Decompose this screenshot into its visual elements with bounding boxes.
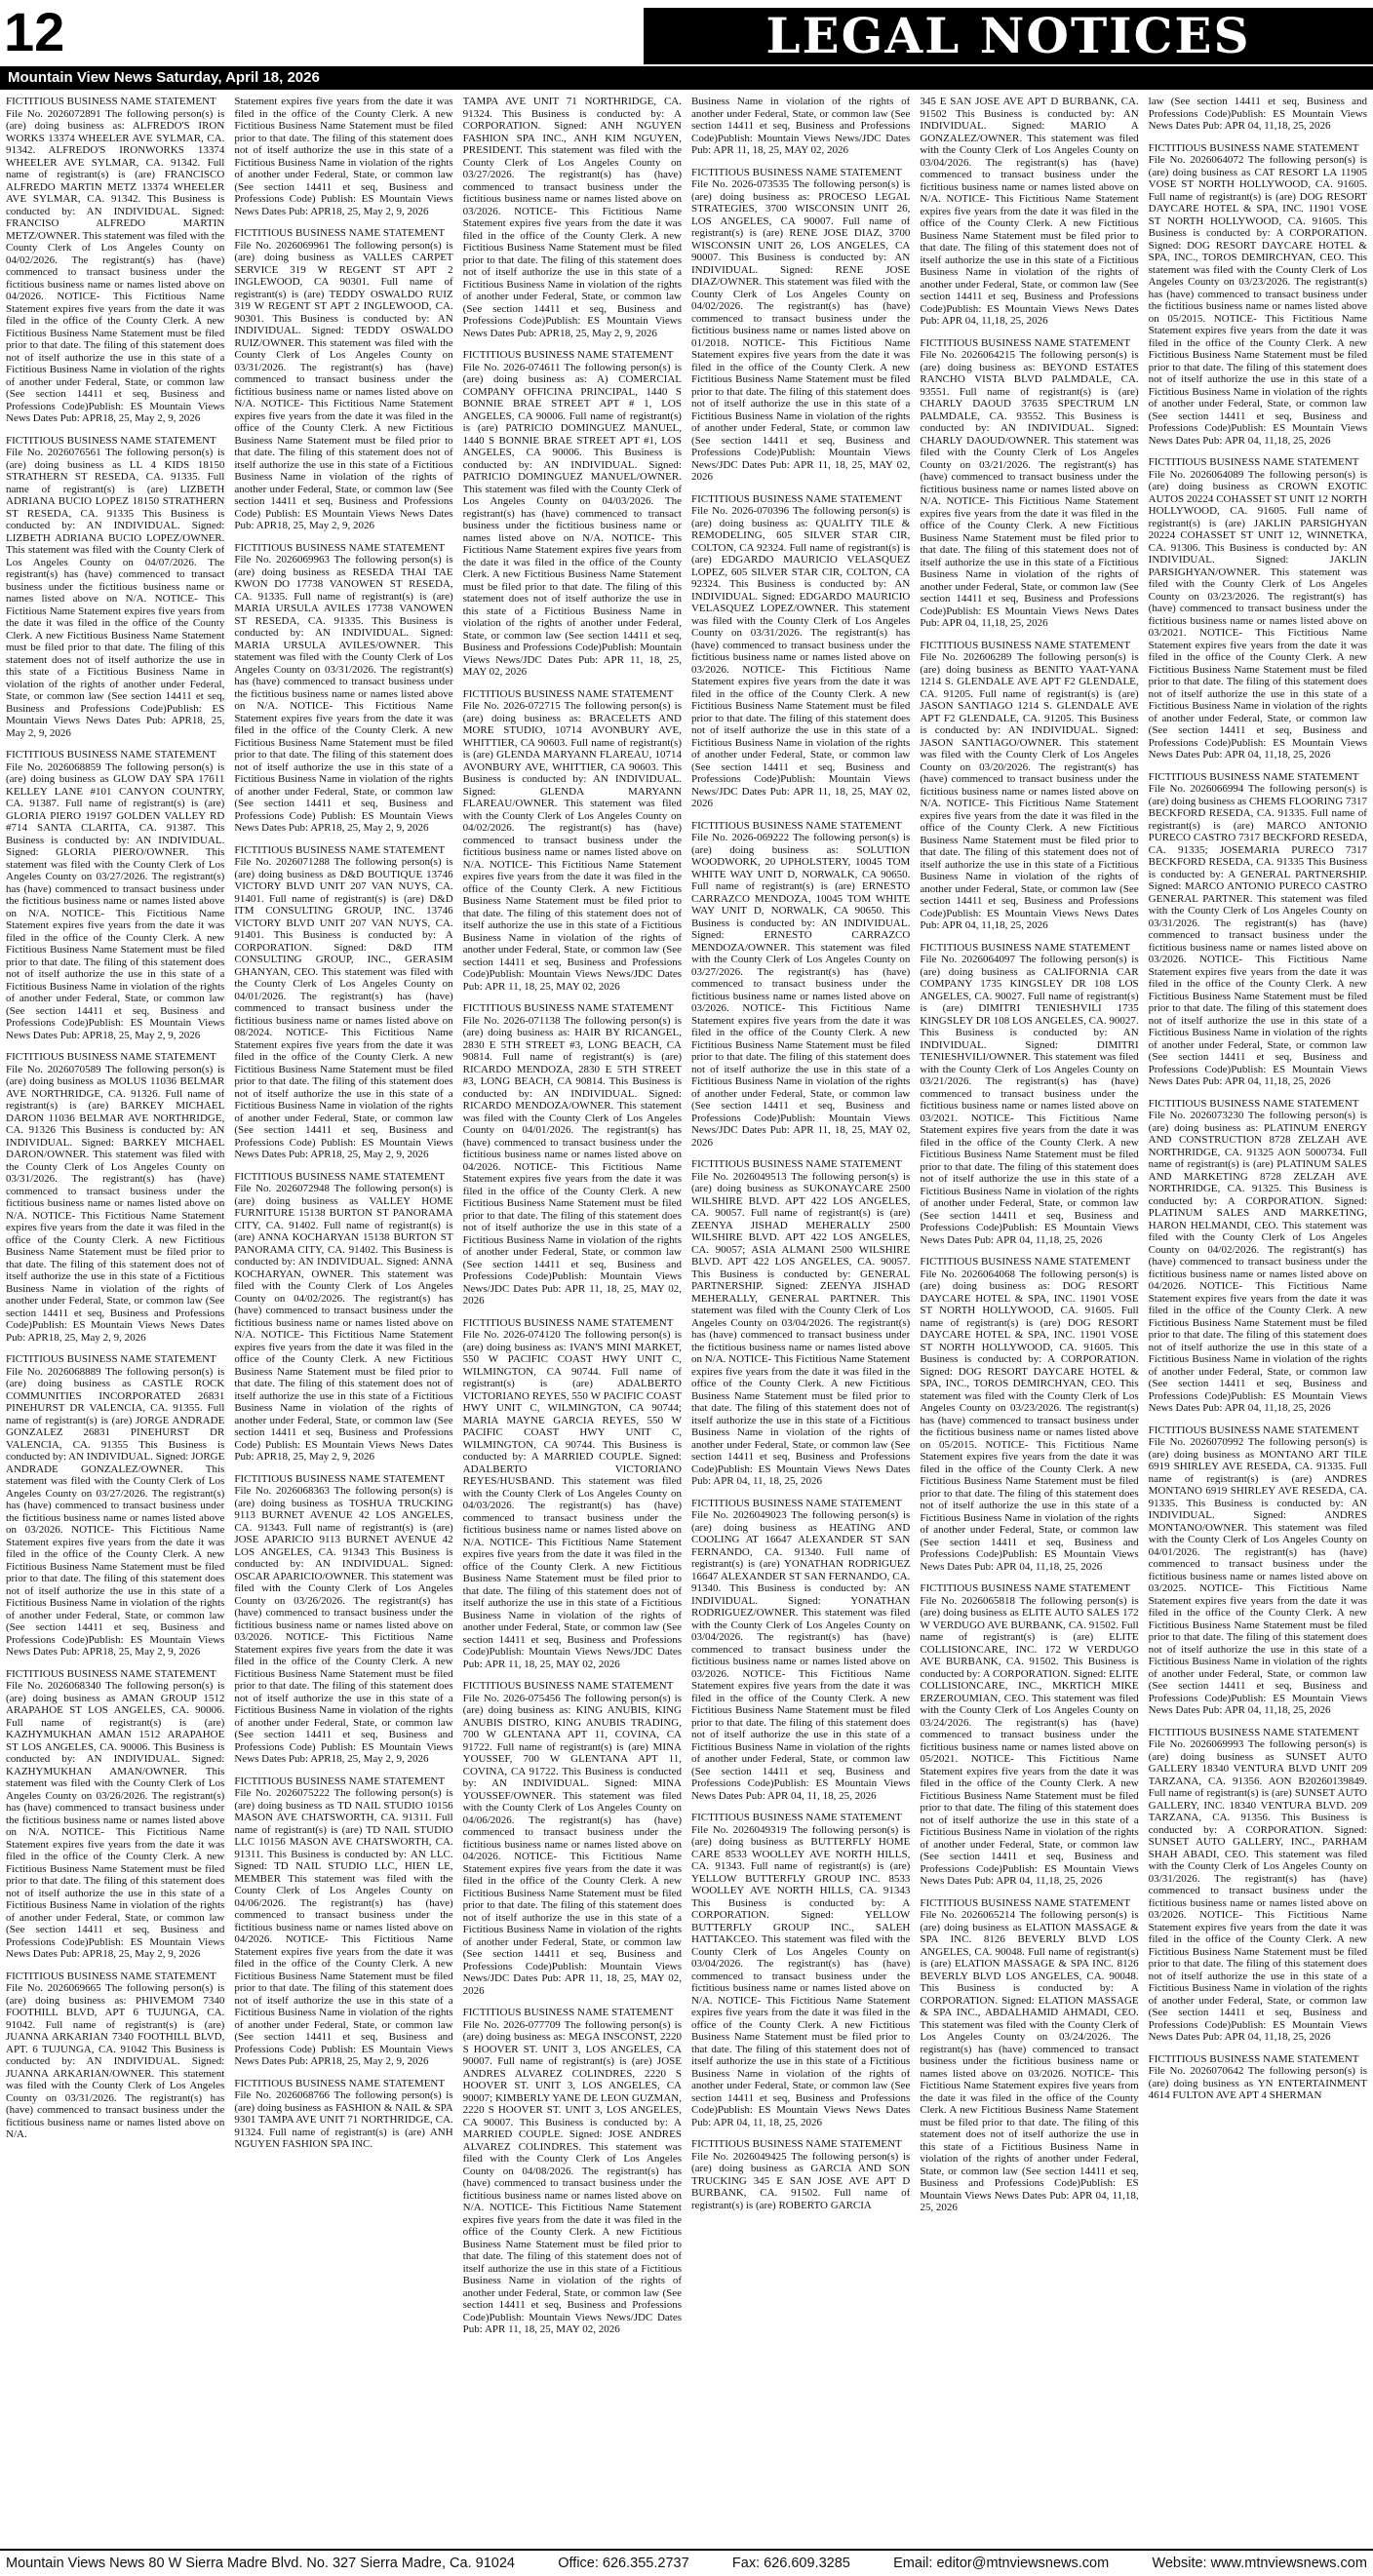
notice-body: File No. 2026073230 The following person(s) is (are) doing business as: PLATINUM ENERGY AND CONSTRUCTION 8728 ZELZAH AVE NORTHRIDGE, CA. 91325 AON 5000734. Full name of registrant(s) is (are) PLATINUM SALES AND MARKETING 8728 ZELZAH AVE NORTHRIDGE, CA. 91325. This Business is conducted by: A CORPORATION. Signed: PLATINUM SALES AND MARKETING, HARON HELMANDI, CEO. This statement was filed with the County Clerk of Los Angeles County on 04/02/2026. The registrant(s) has (have) commenced to transact business under the fictitious business name or names listed above on 04/2026. NOTICE- This Fictitious Name Statement expires five years from the date it was filed in the office of the County Clerk. A new Fictitious Business Name Statement must be filed prior to that date. The filing of this statement does not of itself authorize the use in this state of a Fictitious Business Name in violation of the rights of another under Federal, State, or common law (See section 14411 et seq, Business and Professions Code)Publish: ES Mountain Views News Dates Pub: APR 04, 11,18, 25, 2026: [1148, 1110, 1367, 1414]
legal-notice: [1149, 1425, 1367, 1717]
legal-notice: [6, 96, 224, 425]
notice-heading: FICTITIOUS BUSINESS NAME STATEMENT: [6, 1970, 216, 1982]
notice-heading: FICTITIOUS BUSINESS NAME STATEMENT: [690, 492, 902, 505]
notice-heading: FICTITIOUS BUSINESS NAME STATEMENT: [234, 2077, 446, 2089]
notice-body: File No. 2026-069222 The following person(s) is (are) doing business as: SOLUTION WOODWORK, 20 UPHOLSTERY, 10045 TOM WHITE WAY UNIT D, NORWALK, CA 90650. Full name of registrant(s) is (are) ERNESTO CARRAZCO MENDOZA, 10045 TOM WHITE WAY UNIT D, NORWALK, CA 90650. This Business is conducted by: AN INDIVIDUAL. Signed: ERNESTO CARRAZCO MENDOZA/OWNER. This statement was filed with the County Clerk of Los Angeles County on 03/27/2026. The registrant(s) has (have) commenced to transact business under the fictitious business name or names listed above on 03/2026. NOTICE- This Fictitious Name Statement expires five years from the date it was filed in the office of the County Clerk. A new Fictitious Business Name Statement must be filed prior to that date. The filing of this statement does not of itself authorize the use in this state of a Fictitious Business Name in violation of the rights of another under Federal, State, or common law (See section 14411 et seq, Business and Professions Code)Publish: Mountain Views News/JDC Dates Pub: APR 11, 18, 25, MAY 02, 2026: [690, 832, 911, 1149]
notice-body: File No. 2026064068 The following person(s) is (are) doing business as: DOG RESORT DAYCARE HOTEL & SPA, INC. 11901 VOSE ST NORTH HOLLYWOOD, CA. 91605. Full name of registrant(s) is (are) DOG RESORT DAYCARE HOTEL & SPA, INC. 11901 VOSE ST NORTH HOLLYWOOD, CA. 91605. This Business is conducted by: A CORPORATION. Signed: DOG RESORT DAYCARE HOTEL & SPA, INC., TOROS DEMIRCHYAN, CEO. This statement was filed with the County Clerk of Los Angeles County on 03/23/2026. The registrant(s) has (have) commenced to transact business under the fictitious business name or names listed above on 05/2015. NOTICE- This Fictitious Name Statement expires five years from the date it was filed in the office of the County Clerk. A new Fictitious Business Name Statement must be filed prior to that date. The filing of this statement does not of itself authorize the use in this state of a Fictitious Business Name in violation of the rights of another under Federal, State, or common law (See section 14411 et seq, Business and Professions Code)Publish: ES Mountain Views News Dates Pub: APR 04, 11,18, 25, 2026: [920, 1268, 1139, 1573]
notice-body: File No. 2026049319 The following person(s) is (are) doing business as BUTTERFLY HOME CARE 8533 WOOLLEY AVE NORTH HILLS, CA. 91343. Full name of registrant(s) is (are) YELLOW BUTTERFLY GROUP INC. 8533 WOOLLEY AVE NORTH HILLS, CA. 91343 This Business is conducted by: A CORPORATION. Signed: YELLOW BUTTERFLY GROUP INC., SALEH HATTAKCEO. This statement was filed with the County Clerk of Los Angeles County on 03/04/2026. The registrant(s) has (have) commenced to transact business under the fictitious business name or names listed above on N/A. NOTICE- This Fictitious Name Statement expires five years from the date it was filed in the office of the County Clerk. A new Fictitious Business Name Statement must be filed prior to that date. The filing of this statement does not of itself authorize the use in this state of a Fictitious Business Name in violation of the rights of another under Federal, State, or common law (See section 14411 et seq, Business and Professions Code)Publish: ES Mountain Views News Dates Pub: APR 04, 11, 18, 25, 2026: [690, 1823, 911, 2128]
notice-heading: FICTITIOUS BUSINESS NAME STATEMENT: [462, 687, 674, 700]
legal-notice: [920, 1256, 1138, 1573]
legal-notice: [1149, 1727, 1367, 2044]
notice-body: File No. 2026068889 The following person(s) is (are) doing business as CASTLE ROCK COMMUNITIES INCORPORATED 26831 PINEHURST DR VALENCIA, CA. 91355. Full name of registrant(s) is (are) JORGE ANDRADE GONZALEZ 26831 PINEHURST DR VALENCIA, CA. 91355 This Business is conducted by: AN INDIVIDUAL. Signed: JORGE ANDRADE GONZALEZ/OWNER. This statement was filed with the County Clerk of Los Angeles County on 03/27/2026. The registrant(s) has (have) commenced to transact business under the fictitious business name or names listed above on 03/2026. NOTICE- This Fictitious Name Statement expires five years from the date it was filed in the office of the County Clerk. A new Fictitious Business Name Statement must be filed prior to that date. The filing of this statement does not of itself authorize the use in this state of a Fictitious Business Name in violation of the rights of another under Federal, State, or common law (See section 14411 et seq, Business and Professions Code)Publish: ES Mountain Views News Dates Pub: APR18, 25, May 2, 9, 2026: [6, 1365, 225, 1658]
page-header: [0, 0, 1373, 90]
notice-body: File No. 2026065214 The following person(s) is (are) doing business as ELATION MASSAGE & SPA INC. 8126 BEVERLY BLVD LOS ANGELES, CA. 90048. Full name of registrant(s) is (are) ELATION MASSAGE & SPA INC. 8126 BEVERLY BLVD LOS ANGELES, CA. 90048. This Business is conducted by: A CORPORATION. Signed: ELATION MASSAGE & SPA INC., ABDALHAMID AHMADI, CEO. This statement was filed with the County Clerk of Los Angeles County on 03/24/2026. The registrant(s) has (have) commenced to transact business under the fictitious business name or names listed above on 03/2026. NOTICE- This Fictitious Name Statement expires five years from the date it was filed in the office of the County Clerk. A new Fictitious Business Name Statement must be filed prior to that date. The filing of this statement does not of itself authorize the use in this state of a Fictitious Business Name in violation of the rights of another under Federal, State, or common law (See section 14411 et seq, Business and Professions Code)Publish: ES Mountain Views News Dates Pub: APR 04, 11,18, 25, 2026: [920, 1909, 1139, 2213]
notice-heading: FICTITIOUS BUSINESS NAME STATEMENT: [1148, 1097, 1359, 1110]
notice-body: Statement expires five years from the date it was filed in the office of the County Clerk. A new Fictitious Business Name Statement must be filed prior to that date. The filing of this statement does not of itself authorize the use in this state of a Fictitious Business Name in violation of the rights of another under Federal, State, or common law (See section 14411 et seq, Business and Professions Code) Publish: ES Mountain Views News Dates Pub: APR18, 25, May 2, 9, 2026: [234, 96, 453, 217]
legal-notice: [463, 1317, 682, 1671]
legal-notice: [6, 1051, 224, 1344]
footer-office: Office: 626.355.2737: [558, 2556, 689, 2571]
notice-heading: FICTITIOUS BUSINESS NAME STATEMENT: [462, 1680, 674, 1692]
notice-heading: FICTITIOUS BUSINESS NAME STATEMENT: [462, 1002, 674, 1014]
legal-notice: [920, 337, 1138, 630]
notice-column: [1149, 96, 1367, 2543]
notice-heading: FICTITIOUS BUSINESS NAME STATEMENT: [234, 843, 446, 856]
notice-body: File No. 2026072891 The following person(s) is (are) doing business as: ALFREDO'S IRON WORKS 13374 WHEELER AVE SYLMAR, CA. 91342. ALFREDO'S IRONWORKS 13374 WHEELER AVE SYLMAR, CA. 91342. Full name of registrant(s) is (are) FRANCISCO ALFREDO MARTIN METZ 13374 WHEELER AVE SYLMAR, CA. 91342. This Business is conducted by: AN INDIVIDUAL. Signed: FRANCISO ALFREDO MARTIN METZ/OWNER. This statement was filed with the County Clerk of Los Angeles County on 04/02/2026. The registrant(s) has (have) commenced to transact business under the fictitious business name or names listed above on 04/2026. NOTICE- This Fictitious Name Statement expires five years from the date it was filed in the office of the County Clerk. A new Fictitious Business Name Statement must be filed prior to that date. The filing of this statement does not of itself authorize the use in this state of a Fictitious Business Name in violation of the rights of another under Federal, State, or common law (See section 14411 et seq, Business and Professions Code)Publish: ES Mountain Views News Dates Pub: APR18, 25, May 2, 9, 2026: [6, 107, 225, 424]
legal-notice: [234, 227, 452, 532]
notice-body: File No. 2026-073535 The following person(s) is (are) doing business as: PROCESO LEGAL STRATEGIES, 3700 WISCONSIN UNIT 26, LOS ANGELES, CA 90007. Full name of registrant(s) is (are) RENE JOSE DIAZ, 3700 WISCONSIN UNIT 26, LOS ANGELES, CA 90007. This Business is conducted by: AN INDIVIDUAL. Signed: RENE JOSE DIAZ/OWNER. This statement was filed with the County Clerk of Los Angeles County on 04/02/2026. The registrant(s) has (have) commenced to transact business under the fictitious business name or names listed above on 01/2018. NOTICE- This Fictitious Name Statement expires five years from the date it was filed in the office of the County Clerk. A new Fictitious Business Name Statement must be filed prior to that date. The filing of this statement does not of itself authorize the use in this state of a Fictitious Business Name in violation of the rights of another under Federal, State, or common law (See section 14411 et seq, Business and Professions Code)Publish: Mountain Views News/JDC Dates Pub: APR 11, 18, 25, MAY 02, 2026: [690, 178, 911, 483]
notice-body: File No. 2026068363 The following person(s) is (are) doing business as TOSHUA TRUCKING 9113 BURNET AVENUE 42 LOS ANGELES, CA. 91343. Full name of registrant(s) is (are) JOSE APARICIO 9113 BURNET AVENUE 42 LOS ANGELES, CA. 91343 This Business is conducted by: AN INDIVIDUAL. Signed: OSCAR APARICIO/OWNER. This statement was filed with the County Clerk of Los Angeles County on 03/26/2026. The registrant(s) has (have) commenced to transact business under the fictitious business name or names listed above on 03/2026. NOTICE- This Fictitious Name Statement expires five years from the date it was filed in the office of the County Clerk. A new Fictitious Business Name Statement must be filed prior to that date. The filing of this statement does not of itself authorize the use in this state of a Fictitious Business Name in violation of the rights of another under Federal, State, or common law (See section 14411 et seq, Business and Professions Code) Publish: ES Mountain Views News Dates Pub: APR18, 25, May 2, 9, 2026: [234, 1485, 453, 1765]
notice-heading: FICTITIOUS BUSINESS NAME STATEMENT: [6, 1667, 216, 1680]
legal-notice: [920, 640, 1138, 932]
legal-notice: [234, 1776, 452, 2068]
legal-notice: [463, 1002, 682, 1308]
legal-notice: [463, 688, 682, 994]
notice-column: [691, 96, 910, 2543]
legal-notice: [1149, 2053, 1367, 2102]
legal-notice: [234, 96, 452, 217]
notice-body: File No. 2026049513 The following person(s) is (are) doing business as SUKONAYCARE 2500 WILSHIRE BLVD. APT 422 LOS ANGELES, CA. 90057. Full name of registrant(s) is (are) ZEENYA JISHAD MEHERALLY 2500 WILSHIRE BLVD. APT 422 LOS ANGELES, CA. 90057; ASIA ALMANI 2500 WILSHIRE BLVD. APT 422 LOS ANGELES, CA. 90057. This Business is conducted by: GENERAL PARTNERSHIP. Signed: ZEENYA JISHAD MEHERALLY, GENERAL PARTNER. This statement was filed with the County Clerk of Los Angeles County on 03/04/2026. The registrant(s) has (have) commenced to transact business under the fictitious business name or names listed above on N/A. NOTICE- This Fictitious Name Statement expires five years from the date it was filed in the office of the County Clerk. A new Fictitious Business Name Statement must be filed prior to that date. The filing of this statement does not of itself authorize the use in this state of a Fictitious Business Name in violation of the rights of another under Federal, State, or common law (See section 14411 et seq, Business and Professions Code)Publish: ES Mountain Views News Dates Pub: APR 04, 11, 18, 25, 2026: [690, 1170, 911, 1487]
notice-body: File No. 2026070589 The following person(s) is (are) doing business as MOLUS 11036 BELMAR AVE NORTHRIDGE, CA. 91326. Full name of registrant(s) is (are) BARKEY MICHAEL DARON 11036 BELMAR AVE NORTHRIDGE, CA. 91326 This Business is conducted by: AN INDIVIDUAL. Signed: BARKEY MICHAEL DARON/OWNER. This statement was filed with the County Clerk of Los Angeles County on 03/31/2026. The registrant(s) has (have) commenced to transact business under the fictitious business name or names listed above on N/A. NOTICE- This Fictitious Name Statement expires five years from the date it was filed in the office of the County Clerk. A new Fictitious Business Name Statement must be filed prior to that date. The filing of this statement does not of itself authorize the use in this state of a Fictitious Business Name in violation of the rights of another under Federal, State, or common law (See section 14411 et seq, Business and Professions Code)Publish: ES Mountain Views News Dates Pub: APR18, 25, May 2, 9, 2026: [6, 1063, 225, 1344]
legal-notice: [920, 942, 1138, 1247]
notice-body: File No. 2026069665 The following person(s) is (are) doing business as: PHIVEMOM 7340 FOOTHILL BLVD, APT 6 TUJUNGA, CA. 91042. Full name of registrant(s) is (are) JUANNA ARKARIAN 7340 FOOTHILL BLVD, APT. 6 TUJUNGA, CA. 91042 This Business is conducted by: AN INDIVIDUAL. Signed: JUANNA ARKARIAN/OWNER. This statement was filed with the County Clerk of Los Angeles County on 03/31/2026. The registrant(s) has (have) commenced to transact business under the fictitious business name or names listed above on N/A.: [6, 1982, 225, 2140]
notice-body: File No. 2026064089 The following person(s) is (are) doing business as CROWN EXOTIC AUTOS 20224 COHASSET ST UNIT 12 NORTH HOLLYWOOD, CA. 91605. Full name of registrant(s) is (are) JAKLIN PARSIGHYAN 20224 COHASSET ST UNIT 12, WINNETKA, CA. 91306. This Business is conducted by: AN INDIVIDUAL. Signed: JAKLIN PARSIGHYAN/OWNER. This statement was filed with the County Clerk of Los Angeles County on 03/23/2026. The registrant(s) has (have) commenced to transact business under the fictitious business name or names listed above on 03/2021. NOTICE- This Fictitious Name Statement expires five years from the date it was filed in the office of the County Clerk. A new Fictitious Business Name Statement must be filed prior to that date. The filing of this statement does not of itself authorize the use in this state of a Fictitious Business Name in violation of the rights of another under Federal, State, or common law (See section 14411 et seq, Business and Professions Code)Publish: ES Mountain Views News Dates Pub: APR 04, 11,18, 25, 2026: [1148, 468, 1367, 761]
notice-heading: FICTITIOUS BUSINESS NAME STATEMENT: [6, 96, 216, 107]
legal-notice: [1149, 96, 1367, 133]
notice-body: File No. 2026068766 The following person(s) is (are) doing business as FASHION & NAIL & SPA 9301 TAMPA AVE UNIT 71 NORTHRIDGE, CA. 91324. Full name of registrant(s) is (are) ANH NGUYEN FASHION SPA INC.: [234, 2089, 453, 2150]
notice-heading: FICTITIOUS BUSINESS NAME STATEMENT: [1148, 1424, 1359, 1436]
legal-notice: [691, 1498, 910, 1803]
notice-heading: FICTITIOUS BUSINESS NAME STATEMENT: [6, 1051, 216, 1063]
footer-address: Mountain Views News 80 W Sierra Madre Blvd. No. 327 Sierra Madre, Ca. 91024: [6, 2556, 515, 2571]
notice-heading: FICTITIOUS BUSINESS NAME STATEMENT: [920, 336, 1131, 349]
notice-heading: FICTITIOUS BUSINESS NAME STATEMENT: [690, 819, 902, 832]
legal-notice: [1149, 1098, 1367, 1415]
notice-column: [920, 96, 1138, 2543]
notice-body: File No. 2026068340 The following person(s) is (are) doing business as AMAN GROUP 1512 ARAPAHOE ST LOS ANGELES, CA. 90006. Full name of registrant(s) is (are) KAZHYMUKHAN AMAN 1512 ARAPAHOE ST LOS ANGELES, CA. 90006. This Business is conducted by: AN INDIVIDUAL. Signed: KAZHYMUKHAN AMAN/OWNER. This statement was filed with the County Clerk of Los Angeles County on 03/26/2026. The registrant(s) has (have) commenced to transact business under the fictitious business name or names listed above on N/A. NOTICE- This Fictitious Name Statement expires five years from the date it was filed in the office of the County Clerk. A new Fictitious Business Name Statement must be filed prior to that date. The filing of this statement does not of itself authorize the use in this state of a Fictitious Business Name in violation of the rights of another under Federal, State, or common law (See section 14411 et seq, Business and Professions Code)Publish: ES Mountain Views News Dates Pub: APR18, 25, May 2, 9, 2026: [6, 1680, 225, 1960]
notice-body: File No. 2026-077709 The following person(s) is (are) doing business as: MEGA INSCONST, 2220 S HOOVER ST. UNIT 3, LOS ANGELES, CA 90007. Full name of registrant(s) is (are) JOSE ANDRES ALVAREZ COLINDRES, 2220 S HOOVER ST. UNIT 3, LOS ANGELES, CA 90007; KIMBERLY YANE DE LEON GUZMAN, 2220 S HOOVER ST. UNIT 3, LOS ANGELES, CA 90007. This Business is conducted by: A MARRIED COUPLE. Signed: JOSE ANDRES ALVAREZ COLINDRES. This statement was filed with the County Clerk of Los Angeles County on 04/08/2026. The registrant(s) has (have) commenced to transact business under the fictitious business name or names listed above on N/A. NOTICE- This Fictitious Name Statement expires five years from the date it was filed in the office of the County Clerk. A new Fictitious Business Name Statement must be filed prior to that date. The filing of this statement does not of itself authorize the use in this state of a Fictitious Business Name in violation of the rights of another under Federal, State, or common law (See section 14411 et seq, Business and Professions Code)Publish: Mountain Views News/JDC Dates Pub: APR 11, 18, 25, MAY 02, 2026: [462, 2018, 682, 2335]
notice-body: File No. 2026066994 The following person(s) is (are) doing business as CHEMS FLOORING 7317 BECKFORD RESEDA, CA. 91335. Full name of registrant(s) is (are) MARCO ANTONIO PURECO CASTRO 7317 BECKFORD RESEDA, CA. 91335; JOSEMARIA PURECO 7317 BECKFORD RESEDA, CA. 91335 This Business is conducted by: A GENERAL PARTNERSHIP. Signed: MARCO ANTONIO PURECO CASTRO GENERAL PARTNER. This statement was filed with the County Clerk of Los Angeles County on 03/31/2026. The registrant(s) has (have) commenced to transact business under the fictitious business name or names listed above on 03/2026. NOTICE- This Fictitious Name Statement expires five years from the date it was filed in the office of the County Clerk. A new Fictitious Business Name Statement must be filed prior to that date. The filing of this statement does not of itself authorize the use in this state of a Fictitious Business Name in violation of the rights of another under Federal, State, or common law (See section 14411 et seq, Business and Professions Code)Publish: ES Mountain Views News Dates Pub: APR 04, 11,18, 25, 2026: [1148, 783, 1367, 1087]
legal-notice: [234, 844, 452, 1161]
notice-column: [463, 96, 682, 2543]
notice-heading: FICTITIOUS BUSINESS NAME STATEMENT: [1148, 141, 1359, 154]
notice-heading: FICTITIOUS BUSINESS NAME STATEMENT: [920, 639, 1131, 651]
notice-heading: FICTITIOUS BUSINESS NAME STATEMENT: [234, 1170, 446, 1183]
legal-notice: [6, 1668, 224, 1961]
notice-body: File No. 2026064072 The following person(s) is (are) doing business as CAT RESORT LA 11905 VOSE ST NORTH HOLLYWOOD, CA. 91605. Full name of registrant(s) is (are) DOG RESORT DAYCARE HOTEL & SPA, INC. 11901 VOSE ST NORTH HOLLYWOOD, CA. 91605. This Business is conducted by: A CORPORATION. Signed: DOG RESORT DAYCARE HOTEL & SPA, INC., TOROS DEMIRCHYAN, CEO. This statement was filed with the County Clerk of Los Angeles County on 03/23/2026. The registrant(s) has (have) commenced to transact business under the fictitious business name or names listed above on 05/2015. NOTICE- This Fictitious Name Statement expires five years from the date it was filed in the office of the County Clerk. A new Fictitious Business Name Statement must be filed prior to that date. The filing of this statement does not of itself authorize the use in this state of a Fictitious Business Name in violation of the rights of another under Federal, State, or common law (See section 14411 et seq, Business and Professions Code)Publish: ES Mountain Views News Dates Pub: APR 04, 11,18, 25, 2026: [1148, 154, 1367, 447]
notice-body: File No. 2026-070396 The following person(s) is (are) doing business as: QUALITY TILE & REMODELING, 605 SILVER STAR CIR, COLTON, CA 92324. Full name of registrant(s) is (are) EDGARDO MAURICIO VELASQUEZ LOPEZ, 605 SILVER STAR CIR, COLTON, CA 92324. This Business is conducted by: AN INDIVIDUAL. Signed: EDGARDO MAURICIO VELASQUEZ LOPEZ/OWNER. This statement was filed with the County Clerk of Los Angeles County on 03/31/2026. The registrant(s) has (have) commenced to transact business under the fictitious business name or names listed above on 03/2026. NOTICE- This Fictitious Name Statement expires five years from the date it was filed in the office of the County Clerk. A new Fictitious Business Name Statement must be filed prior to that date. The filing of this statement does not of itself authorize the use in this state of a Fictitious Business Name in violation of the rights of another under Federal, State, or common law (See section 14411 et seq, Business and Professions Code)Publish: Mountain Views News/JDC Dates Pub: APR 11, 18, 25, MAY 02, 2026: [690, 505, 911, 809]
legal-notice: [920, 96, 1138, 328]
notice-heading: FICTITIOUS BUSINESS NAME STATEMENT: [920, 1896, 1131, 1909]
notice-body: File No. 2026049425 The following person(s) is (are) doing business as GARCIA AND SON TRUCKING 345 E SAN JOSE AVE APT D BURBANK, CA. 91502. Full name of registrant(s) is (are) ROBERTO GARCIA: [690, 2150, 911, 2211]
notice-body: File No. 202606289 The following person(s) is (are) doing business as BENITO YAAT-YANA 1214 S. GLENDALE AVE APT F2 GLENDALE, CA. 91205. Full name of registrant(s) is (are) JASON SANTIAGO 1214 S. GLENDALE AVE APT F2 GLENDALE, CA. 91205. This Business is conducted by: AN INDIVIDUAL. Signed: JASON SANTIAGO/OWNER. This statement was filed with the County Clerk of Los Angeles County on 03/20/2026. The registrant(s) has (have) commenced to transact business under the fictitious business name or names listed above on N/A. NOTICE- This Fictitious Name Statement expires five years from the date it was filed in the office of the County Clerk. A new Fictitious Business Name Statement must be filed prior to that date. The filing of this statement does not of itself authorize the use in this state of a Fictitious Business Name in violation of the rights of another under Federal, State, or common law (See section 14411 et seq, Business and Professions Code)Publish: ES Mountain Views News Dates Pub: APR 04, 11,18, 25, 2026: [920, 651, 1139, 931]
legal-notice: [6, 749, 224, 1041]
notice-body: File No. 2026-071138 The following person(s) is (are) doing business as: HAIR BY RICANGEL, 2830 E 5TH STREET #3, LONG BEACH, CA 90814. Full name of registrant(s) is (are) RICARDO MENDOZA, 2830 E 5TH STREET #3, LONG BEACH, CA 90814. This Business is conducted by: AN INDIVIDUAL. Signed: RICARDO MENDOZA/OWNER. This statement was filed with the County Clerk of Los Angeles County on 04/01/2026. The registrant(s) has (have) commenced to transact business under the fictitious business name or names listed above on 04/2026. NOTICE- This Fictitious Name Statement expires five years from the date it was filed in the office of the County Clerk. A new Fictitious Business Name Statement must be filed prior to that date. The filing of this statement does not of itself authorize the use in this state of a Fictitious Business Name in violation of the rights of another under Federal, State, or common law (See section 14411 et seq, Business and Professions Code)Publish: Mountain Views News/JDC Dates Pub: APR 11, 18, 25, MAY 02, 2026: [462, 1014, 682, 1307]
notice-heading: FICTITIOUS BUSINESS NAME STATEMENT: [690, 1812, 902, 1823]
notice-heading: FICTITIOUS BUSINESS NAME STATEMENT: [234, 1775, 446, 1787]
legal-notice: [691, 167, 910, 484]
legal-notice: [691, 493, 910, 810]
notice-columns: [6, 96, 1367, 2543]
notice-heading: FICTITIOUS BUSINESS NAME STATEMENT: [920, 1256, 1131, 1268]
notice-body: law (See section 14411 et seq, Business and Professions Code)Publish: ES Mountain Views News Dates Pub: APR 04, 11,18, 25, 2026: [1148, 96, 1367, 132]
footer-fax: Fax: 626.609.3285: [731, 2556, 850, 2571]
legal-notice: [691, 2138, 910, 2211]
legal-notice: [234, 1171, 452, 1464]
legal-notice: [6, 1971, 224, 2141]
notice-body: File No. 2026072948 The following person(s) is (are) doing business as VALLEY HOME FURNITURE 15138 BURTON ST PANORAMA CITY, CA. 91402. Full name of registrant(s) is (are) ANNA KOCHARYAN 15138 BURTON ST PANORAMA CITY, CA. 91402. This Business is conducted by: AN INDIVIDUAL. Signed: ANNA KOCHARYAN, OWNER. This statement was filed with the County Clerk of Los Angeles County on 04/02/2026. The registrant(s) has (have) commenced to transact business under the fictitious business name or names listed above on N/A. NOTICE- This Fictitious Name Statement expires five years from the date it was filed in the office of the County Clerk. A new Fictitious Business Name Statement must be filed prior to that date. The filing of this statement does not of itself authorize the use in this state of a Fictitious Business Name in violation of the rights of another under Federal, State, or common law (See section 14411 et seq, Business and Professions Code) Publish: ES Mountain Views News Dates Pub: APR18, 25, May 2, 9, 2026: [234, 1183, 453, 1463]
legal-notice: [463, 96, 682, 339]
notice-heading: FICTITIOUS BUSINESS NAME STATEMENT: [6, 434, 216, 447]
legal-notice: [1149, 142, 1367, 448]
notice-heading: FICTITIOUS BUSINESS NAME STATEMENT: [920, 941, 1131, 954]
notice-heading: FICTITIOUS BUSINESS NAME STATEMENT: [462, 2007, 674, 2018]
notice-heading: FICTITIOUS BUSINESS NAME STATEMENT: [6, 749, 216, 761]
legal-notice: [691, 96, 910, 157]
notice-heading: FICTITIOUS BUSINESS NAME STATEMENT: [234, 541, 446, 554]
page-footer: [0, 2549, 1373, 2576]
footer-email[interactable]: Email: editor@mtnviewsnews.com: [893, 2556, 1110, 2571]
legal-notice: [691, 820, 910, 1150]
notice-body: File No. 2026068859 The following person(s) is (are) doing business as GLOW DAY SPA 17611 KELLEY LANE #101 CANYON COUNTRY, CA. 91387. Full name of registrant(s) is (are) GLORIA PIERO 19197 GOLDEN VALLEY RD #714 SANTA CLARITA, CA. 91387. This Business is conducted by: AN INDIVIDUAL. Signed: GLORIA PIERO/OWNER. This statement was filed with the County Clerk of Los Angeles County on 03/27/2026. The registrant(s) has (have) commenced to transact business under the fictitious business name or names listed above on N/A. NOTICE- This Fictitious Name Statement expires five years from the date it was filed in the office of the County Clerk. A new Fictitious Business Name Statement must be filed prior to that date. The filing of this statement does not of itself authorize the use in this state of a Fictitious Business Name in violation of the rights of another under Federal, State, or common law (See section 14411 et seq, Business and Professions Code)Publish: ES Mountain Views News Dates Pub: APR18, 25, May 2, 9, 2026: [6, 761, 225, 1041]
footer-website[interactable]: Website: www.mtnviewsnews.com: [1152, 2556, 1367, 2571]
notice-body: File No. 2026075222 The following person(s) is (are) doing business as TD NAIL STUDIO 10156 MASON AVE CHATSWORTH, CA. 91311. Full name of registrant(s) is (are) TD NAIL STUDIO LLC 10156 MASON AVE CHATSWORTH, CA. 91311. This Business is conducted by: AN LLC. Signed: TD NAIL STUDIO LLC, HIEN LE, MEMBER This statement was filed with the County Clerk of Los Angeles County on 04/06/2026. The registrant(s) has (have) commenced to transact business under the fictitious business name or names listed above on 04/2026. NOTICE- This Fictitious Name Statement expires five years from the date it was filed in the office of the County Clerk. A new Fictitious Business Name Statement must be filed prior to that date. The filing of this statement does not of itself authorize the use in this state of a Fictitious Business Name in violation of the rights of another under Federal, State, or common law (See section 14411 et seq, Business and Professions Code) Publish: ES Mountain Views News Dates Pub: APR18, 25, May 2, 9, 2026: [234, 1787, 453, 2067]
legal-notice: [1149, 456, 1367, 761]
notice-column: [6, 96, 224, 2543]
notice-heading: FICTITIOUS BUSINESS NAME STATEMENT: [690, 1158, 902, 1170]
notice-heading: FICTITIOUS BUSINESS NAME STATEMENT: [1148, 1726, 1359, 1738]
notice-heading: FICTITIOUS BUSINESS NAME STATEMENT: [920, 1582, 1131, 1594]
notice-body: TAMPA AVE UNIT 71 NORTHRIDGE, CA. 91324. This Business is conducted by: A CORPORATION. Signed: ANH NGUYEN FASHION SPA INC., ANH KIM NGUYEN, PRESIDENT. This statement was filed with the County Clerk of Los Angeles County on 03/27/2026. The registrant(s) has (have) commenced to transact business under the fictitious business name or names listed above on 03/2026. NOTICE- This Fictitious Name Statement expires five years from the date it was filed in the office of the County Clerk. A new Fictitious Business Name Statement must be filed prior to that date. The filing of this statement does not of itself authorize the use in this state of a Fictitious Business Name in violation of the rights of another under Federal, State, or common law (See section 14411 et seq, Business and Professions Code)Publish: ES Mountain Views News Dates Pub: APR18, 25, May 2, 9, 2026: [462, 96, 682, 339]
notice-body: File No. 2026069963 The following person(s) is (are) doing business as RESEDA THAI TAE KWON DO 17738 VANOWEN ST RESEDA, CA. 91335. Full name of registrant(s) is (are) MARIA URSULA AVILES 17738 VANOWEN ST RESEDA, CA. 91335. This Business is conducted by: AN INDIVIDUAL. Signed: MARIA URSULA AVILES/OWNER. This statement was filed with the County Clerk of Los Angeles County on 03/31/2026. The registrant(s) has (have) commenced to transact business under the fictitious business name or names listed above on N/A. NOTICE- This Fictitious Name Statement expires five years from the date it was filed in the office of the County Clerk. A new Fictitious Business Name Statement must be filed prior to that date. The filing of this statement does not of itself authorize the use in this state of a Fictitious Business Name in violation of the rights of another under Federal, State, or common law (See section 14411 et seq, Business and Professions Code) Publish: ES Mountain Views News Dates Pub: APR18, 25, May 2, 9, 2026: [234, 554, 453, 834]
notice-heading: FICTITIOUS BUSINESS NAME STATEMENT: [462, 349, 674, 361]
legal-notice: [234, 542, 452, 835]
legal-notice: [463, 1680, 682, 1997]
notice-heading: FICTITIOUS BUSINESS NAME STATEMENT: [1148, 770, 1359, 783]
notice-body: File No. 2026-075456 The following person(s) is (are) doing business as: KING ANUBIS, KING ANUBIS DISTRO, KING ANUBIS TRADING, 700 W GLENTANA APT 11, COVINA, CA 91722. Full name of registrant(s) is (are) MINA YOUSSEF, 700 W GLENTANA APT 11, COVINA, CA 91722. This Business is conducted by: AN INDIVIDUAL. Signed: MINA YOUSSEF/OWNER. This statement was filed with the County Clerk of Los Angeles County on 04/06/2026. The registrant(s) has (have) commenced to transact business under the fictitious business name or names listed above on 04/2026. NOTICE- This Fictitious Name Statement expires five years from the date it was filed in the office of the County Clerk. A new Fictitious Business Name Statement must be filed prior to that date. The filing of this statement does not of itself authorize the use in this state of a Fictitious Business Name in violation of the rights of another under Federal, State, or common law (See section 14411 et seq, Business and Professions Code)Publish: Mountain Views News/JDC Dates Pub: APR 11, 18, 25, MAY 02, 2026: [462, 1692, 682, 1997]
legal-notice: [920, 1582, 1138, 1888]
notice-body: File No. 2026069961 The following person(s) is (are) doing business as VALLES CARPET SERVICE 319 W REGENT ST APT 2 INGLEWOOD, CA 90301. Full name of registrant(s) is (are) TEDDY OSWALDO RUIZ 319 W REGENT ST APT 2 INGLEWOOD, CA. 90301. This Business is conducted by: AN INDIVIDUAL. Signed: TEDDY OSWALDO RUIZ/OWNER. This statement was filed with the County Clerk of Los Angeles County on 03/31/2026. The registrant(s) has (have) commenced to transact business under the fictitious business name or names listed above on N/A. NOTICE- This Fictitious Name Statement expires five years from the date it was filed in the office of the County Clerk. A new Fictitious Business Name Statement must be filed prior to that date. The filing of this statement does not of itself authorize the use in this state of a Fictitious Business Name in violation of the rights of another under Federal, State, or common law (See section 14411 et seq, Business and Professions Code) Publish: ES Mountain Views News Dates Pub: APR18, 25, May 2, 9, 2026: [234, 239, 453, 531]
notice-body: File No. 2026071288 The following person(s) is (are) doing business as D&D BOUTIQUE 13746 VICTORY BLVD UNIT 207 VAN NUYS, CA. 91401. Full name of registrant(s) is (are) D&D ITM CONSULTING GROUP, INC. 13746 VICTORY BLVD UNIT 207 VAN NUYS, CA. 91401. This Business is conducted by: A CORPORATION. Signed: D&D ITM CONSULTING GROUP, INC., GERASIM GHANYAN, CEO. This statement was filed with the County Clerk of Los Angeles County on 04/01/2026. The registrant(s) has (have) commenced to transact business under the fictitious business name or names listed above on 08/2024. NOTICE- This Fictitious Name Statement expires five years from the date it was filed in the office of the County Clerk. A new Fictitious Business Name Statement must be filed prior to that date. The filing of this statement does not of itself authorize the use in this state of a Fictitious Business Name in violation of the rights of another under Federal, State, or common law (See section 14411 et seq, Business and Professions Code) Publish: ES Mountain Views News Dates Pub: APR18, 25, May 2, 9, 2026: [234, 856, 453, 1160]
notice-heading: FICTITIOUS BUSINESS NAME STATEMENT: [690, 2138, 902, 2150]
legal-notice: [463, 2007, 682, 2336]
legal-notice: [234, 1473, 452, 1766]
legal-notice: [463, 349, 682, 679]
legal-notice: [6, 1353, 224, 1659]
notice-body: File No. 2026-074120 The following person(s) is (are) doing business as: IVAN'S MINI MARKET, 550 W PACIFIC COAST HWY UNIT C, WILMINGTON, CA 90744. Full name of registrant(s) is (are) ADALBERTO VICTORIANO REYES, 550 W PACIFIC COAST HWY UNIT C, WILMINGTON, CA 90744; MARIA MAYNE GARCIA REYES, 550 W PACIFIC COAST HWY UNIT C, WILMINGTON, CA 90744. This Business is conducted by: A MARRIED COUPLE. Signed: ADALBERTO VICTORIANO REYES/HUSBAND. This statement was filed with the County Clerk of Los Angeles County on 04/03/2026. The registrant(s) has (have) commenced to transact business under the fictitious business name or names listed above on N/A. NOTICE- This Fictitious Name Statement expires five years from the date it was filed in the office of the County Clerk. A new Fictitious Business Name Statement must be filed prior to that date. The filing of this statement does not of itself authorize the use in this state of a Fictitious Business Name in violation of the rights of another under Federal, State, or common law (See section 14411 et seq, Business and Professions Code)Publish: Mountain Views News/JDC Dates Pub: APR 11, 18, 25, MAY 02, 2026: [462, 1329, 682, 1670]
notice-body: File No. 2026069993 The following person(s) is (are) doing business as SUNSET AUTO GALLERY 18340 VENTURA BLVD UNIT 209 TARZANA, CA. 91356. AON B20260139849. Full name of registrant(s) is (are) SUNSET AUTO GALLERY, INC. 18340 VENTURA BLVD. 209 TARZANA, CA. 91356. This Business is conducted by: A CORPORATION. Signed: SUNSET AUTO GALLERY, INC., PARHAM SHAH ABADI, CEO. This statement was filed with the County Clerk of Los Angeles County on 03/31/2026. The registrant(s) has (have) commenced to transact business under the fictitious business name or names listed above on 03/2026. NOTICE- This Fictitious Name Statement expires five years from the date it was filed in the office of the County Clerk. A new Fictitious Business Name Statement must be filed prior to that date. The filing of this statement does not of itself authorize the use in this state of a Fictitious Business Name in violation of the rights of another under Federal, State, or common law (See section 14411 et seq, Business and Professions Code)Publish: ES Mountain Views News Dates Pub: APR 04, 11,18, 25, 2026: [1148, 1738, 1367, 2043]
legal-notice: [234, 2078, 452, 2151]
notice-heading: FICTITIOUS BUSINESS NAME STATEMENT: [6, 1353, 216, 1365]
notice-body: File No. 2026070642 The following person(s) is (are) doing business as YN ENTERTAINMENT 4614 FULTON AVE APT 4 SHERMAN: [1148, 2065, 1367, 2101]
notice-body: File No. 2026064097 The following person(s) is (are) doing business as CALIFORNIA CAR COMPANY 1735 KINGSLEY DR 108 LOS ANGELES, CA. 90027. Full name of registrant(s) is (are) DIMITRI TENIESHVILI 1735 KINGSLEY DR 108 LOS ANGELES, CA. 90027. This Business is conducted by: AN INDIVIDUAL. Signed: DIMITRI TENIESHVILI/OWNER. This statement was filed with the County Clerk of Los Angeles County on 03/21/2026. The registrant(s) has (have) commenced to transact business under the fictitious business name or names listed above on 03/2021. NOTICE- This Fictitious Name Statement expires five years from the date it was filed in the office of the County Clerk. A new Fictitious Business Name Statement must be filed prior to that date. The filing of this statement does not of itself authorize the use in this state of a Fictitious Business Name in violation of the rights of another under Federal, State, or common law (See section 14411 et seq, Business and Professions Code)Publish: ES Mountain Views News Dates Pub: APR 04, 11,18, 25, 2026: [920, 954, 1139, 1246]
notice-body: Business Name in violation of the rights of another under Federal, State, or common law (See section 14411 et seq, Business and Professions Code)Publish: Mountain Views News/JDC Dates Pub: APR 11, 18, 25, MAY 02, 2026: [690, 96, 911, 156]
dateline: Mountain View News Saturday, April 18, 2026: [0, 66, 1373, 90]
legal-notice: [920, 1897, 1138, 2214]
notice-body: File No. 2026065818 The following person(s) is (are) doing business as ELITE AUTO SALES 172 W VERDUGO AVE BURBANK, CA. 91502. Full name of registrant(s) is (are) ELITE COLLISIONCARE, INC. 172 W VERDUGO AVE BURBANK, CA. 91502. This Business is conducted by: A CORPORATION. Signed: ELITE COLLISIONCARE, INC., MKRTICH MIKE ERZEROUMIAN, CEO. This statement was filed with the County Clerk of Los Angeles County on 03/24/2026. The registrant(s) has (have) commenced to transact business under the fictitious business name or names listed above on 05/2021. NOTICE- This Fictitious Name Statement expires five years from the date it was filed in the office of the County Clerk. A new Fictitious Business Name Statement must be filed prior to that date. The filing of this statement does not of itself authorize the use in this state of a Fictitious Business Name in violation of the rights of another under Federal, State, or common law (See section 14411 et seq, Business and Professions Code)Publish: ES Mountain Views News Dates Pub: APR 04, 11,18, 25, 2026: [920, 1594, 1139, 1887]
legal-notice: [6, 435, 224, 740]
notice-heading: FICTITIOUS BUSINESS NAME STATEMENT: [1148, 2052, 1359, 2065]
notice-body: File No. 2026076561 The following person(s) is (are) doing business as LL 4 KIDS 18150 STRATHERN ST RESEDA, CA. 91335. Full name of registrant(s) is (are) LIZBETH ADRIANA BUCIO LOPEZ 18150 STRATHERN ST RESEDA, CA. 91335 This Business is conducted by: AN INDIVIDUAL. Signed: LIZBETH ADRIANA BUCIO LOPEZ/OWNER. This statement was filed with the County Clerk of Los Angeles County on 04/07/2026. The registrant(s) has (have) commenced to transact business under the fictitious business name or names listed above on N/A. NOTICE- This Fictitious Name Statement expires five years from the date it was filed in the office of the County Clerk. A new Fictitious Business Name Statement must be filed prior to that date. The filing of this statement does not of itself authorize the use in this state of a Fictitious Business Name in violation of the rights of another under Federal, State, or common law (See section 14411 et seq, Business and Professions Code)Publish: ES Mountain Views News Dates Pub: APR18, 25, May 2, 9, 2026: [6, 447, 225, 739]
legal-notice: [691, 1812, 910, 2128]
notice-heading: FICTITIOUS BUSINESS NAME STATEMENT: [234, 1472, 446, 1485]
notice-column: [234, 96, 452, 2543]
notice-body: File No. 2026-072715 The following person(s) is (are) doing business as: BRACELETS AND MORE STUDIO, 10714 AVONBURY AVE, WHITTIER, CA 90603. Full name of registrant(s) is (are) GLENDA MARYANN FLAREAU, 10714 AVONBURY AVE, WHITTIER, CA 90603. This Business is conducted by: AN INDIVIDUAL. Signed: GLENDA MARYANN FLAREAU/OWNER. This statement was filed with the County Clerk of Los Angeles County on 04/02/2026. The registrant(s) has (have) commenced to transact business under the fictitious business name or names listed above on N/A. NOTICE- This Fictitious Name Statement expires five years from the date it was filed in the office of the County Clerk. A new Fictitious Business Name Statement must be filed prior to that date. The filing of this statement does not of itself authorize the use in this state of a Fictitious Business Name in violation of the rights of another under Federal, State, or common law (See section 14411 et seq, Business and Professions Code)Publish: Mountain Views News/JDC Dates Pub: APR 11, 18, 25, MAY 02, 2026: [462, 700, 682, 993]
section-title: LEGAL NOTICES: [644, 8, 1373, 64]
notice-heading: FICTITIOUS BUSINESS NAME STATEMENT: [234, 227, 446, 239]
notice-heading: FICTITIOUS BUSINESS NAME STATEMENT: [690, 166, 902, 178]
notice-heading: FICTITIOUS BUSINESS NAME STATEMENT: [1148, 456, 1359, 468]
notice-heading: FICTITIOUS BUSINESS NAME STATEMENT: [690, 1497, 902, 1509]
page-number: 12: [4, 1, 65, 62]
notice-heading: FICTITIOUS BUSINESS NAME STATEMENT: [462, 1316, 674, 1329]
notice-body: File No. 2026049023 The following person(s) is (are) doing business as HEATING AND COOLING AT 16647 ALEXANDER ST SAN FERNANDO, CA. 91340. Full name of registrant(s) is (are) YONATHAN RODRIGUEZ 16647 ALEXANDER ST SAN FERNANDO, CA. 91340. This Business is conducted by: AN INDIVIDUAL. Signed: YONATHAN RODRIGUEZ/OWNER. This statement was filed with the County Clerk of Los Angeles County on 03/04/2026. The registrant(s) has (have) commenced to transact business under the fictitious business name or names listed above on 03/2026. NOTICE- This Fictitious Name Statement expires five years from the date it was filed in the office of the County Clerk. A new Fictitious Business Name Statement must be filed prior to that date. The filing of this statement does not of itself authorize the use in this state of a Fictitious Business Name in violation of the rights of another under Federal, State, or common law (See section 14411 et seq, Business and Professions Code)Publish: ES Mountain Views News Dates Pub: APR 04, 11, 18, 25, 2026: [690, 1509, 911, 1802]
notice-body: 345 E SAN JOSE AVE APT D BURBANK, CA. 91502 This Business is conducted by: AN INDIVIDUAL. Signed: MARIO A GONZALEZ/OWNER. This statement was filed with the County Clerk of Los Angeles County on 03/04/2026. The registrant(s) has (have) commenced to transact business under the fictitious business name or names listed above on N/A. NOTICE- This Fictitious Name Statement expires five years from the date it was filed in the office of the County Clerk. A new Fictitious Business Name Statement must be filed prior to that date. The filing of this statement does not of itself authorize the use in this state of a Fictitious Business Name in violation of the rights of another under Federal, State, or common law (See section 14411 et seq, Business and Professions Code)Publish: ES Mountain Views News Dates Pub: APR 04, 11,18, 25, 2026: [920, 96, 1139, 327]
notice-body: File No. 2026070992 The following person(s) is (are) doing business as MONTANO ART TILE 6919 SHIRLEY AVE RESEDA, CA. 91335. Full name of registrant(s) is (are) ANDRES MONTANO 6919 SHIRLEY AVE RESEDA, CA. 91335. This Business is conducted by: AN INDIVIDUAL. Signed: ANDRES MONTANO/OWNER. This statement was filed with the County Clerk of Los Angeles County on 04/01/2026. The registrant(s) has (have) commenced to transact business under the fictitious business name or names listed above on 03/2025. NOTICE- This Fictitious Name Statement expires five years from the date it was filed in the office of the County Clerk. A new Fictitious Business Name Statement must be filed prior to that date. The filing of this statement does not of itself authorize the use in this state of a Fictitious Business Name in violation of the rights of another under Federal, State, or common law (See section 14411 et seq, Business and Professions Code)Publish: ES Mountain Views News Dates Pub: APR 04, 11,18, 25, 2026: [1148, 1436, 1367, 1716]
notice-body: File No. 2026064215 The following person(s) is (are) doing business as: BEYOND ESTATES RANCHO VISTA BLVD PALMDALE, CA. 93551. Full name of registrant(s) is (are) CHARLY DAOUD 37635 SPECTRUM LN PALMDALE, CA. 93552. This Business is conducted by: AN INDIVIDUAL. Signed: CHARLY DAOUD/OWNER. This statement was filed with the County Clerk of Los Angeles County on 03/21/2026. The registrant(s) has (have) commenced to transact business under the fictitious business name or names listed above on N/A. NOTICE- This Fictitious Name Statement expires five years from the date it was filed in the office of the County Clerk. A new Fictitious Business Name Statement must be filed prior to that date. The filing of this statement does not of itself authorize the use in this state of a Fictitious Business Name in violation of the rights of another under Federal, State, or common law (See section 14411 et seq, Business and Professions Code)Publish: ES Mountain Views News Dates Pub: APR 04, 11,18, 25, 2026: [920, 349, 1139, 629]
legal-notice: [1149, 771, 1367, 1088]
legal-notice: [691, 1158, 910, 1488]
notice-body: File No. 2026-074611 The following person(s) is (are) doing business as: A) COMERCIAL COMPANY OFFICINA PRINCIPAL, 1440 S BONNIE BRAE STREET APT # 1, LOS ANGELES, CA 90006. Full name of registrant(s) is (are) PATRICIO DOMINGUEZ MANUEL, 1440 S BONNIE BRAE STREET APT #1, LOS ANGELES, CA 90006. This Business is conducted by: AN INDIVIDUAL. Signed: PATRICIO DOMINGUEZ MANUEL/OWNER. This statement was filed with the County Clerk of Los Angeles County on 04/03/2026. The registrant(s) has (have) commenced to transact business under the fictitious business name or names listed above on N/A. NOTICE- This Fictitious Name Statement expires five years from the date it was filed in the office of the County Clerk. A new Fictitious Business Name Statement must be filed prior to that date. The filing of this statement does not of itself authorize the use in this state of a Fictitious Business Name in violation of the rights of another under Federal, State, or common law (See section 14411 et seq, Business and Professions Code)Publish: Mountain Views News/JDC Dates Pub: APR 11, 18, 25, MAY 02, 2026: [462, 361, 682, 678]
